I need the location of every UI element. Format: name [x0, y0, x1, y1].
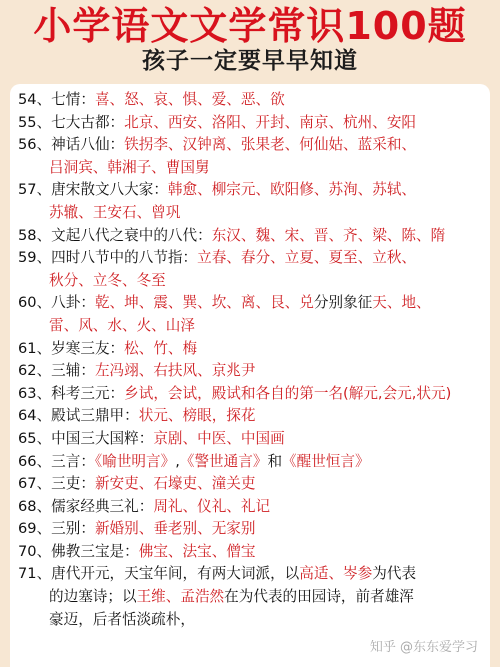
item-line — [10, 383, 490, 406]
item-line — [10, 541, 490, 564]
highlight-text: 乾、坤、震、巽、坎、离、艮、兑 — [94, 294, 314, 312]
plain-text: 66、三言： — [18, 452, 95, 470]
highlight-text: 苏辙、王安石、曾巩 — [49, 203, 181, 221]
item-line — [10, 518, 490, 541]
highlight-text: 周礼、仪礼、礼记 — [153, 497, 271, 515]
highlight-text: 松、竹、梅 — [124, 339, 198, 357]
item-line — [10, 112, 490, 135]
highlight-text: 雷、风、水、火、山泽 — [49, 316, 195, 334]
plain-text: 在为代表的田园诗，前者雄浑 — [224, 588, 414, 606]
item-line — [10, 292, 490, 315]
item-line — [10, 338, 490, 361]
list-item — [10, 518, 490, 541]
highlight-text: 喜、怒、哀、惧、爱、恶、欲 — [94, 91, 285, 108]
highlight-text: 铁拐李、汉钟离、张果老、何仙姑、蓝采和、 — [124, 136, 417, 154]
item-line — [10, 89, 490, 112]
item-continuation-line — [10, 270, 490, 293]
highlight-text: 佛宝、法宝、僧宝 — [138, 542, 256, 560]
header — [0, 0, 500, 84]
plain-text: 62、三辅： — [18, 362, 95, 380]
highlight-text: 东汉、魏、宋、晋、齐、梁、陈、隋 — [211, 226, 446, 244]
list-item — [10, 563, 490, 631]
list-item — [10, 451, 490, 474]
highlight-text: 新安吏、石壕吏、潼关吏 — [94, 475, 256, 493]
plain-text: , — [175, 452, 180, 470]
highlight-text: 天、地、 — [372, 294, 431, 312]
plain-text: 69、三别： — [18, 520, 95, 538]
plain-text: 分别象征 — [313, 294, 373, 312]
highlight-text: 秋分、立冬、冬至 — [49, 271, 166, 289]
item-continuation-line — [10, 315, 490, 338]
plain-text: 63、科考三元： — [18, 384, 125, 402]
plain-text: 68、儒家经典三礼： — [18, 497, 154, 515]
item-line — [10, 473, 490, 496]
knowledge-list — [10, 89, 490, 631]
highlight-text: 吕洞宾、韩湘子、曹国舅 — [49, 158, 210, 176]
plain-text: 为代表 — [372, 565, 417, 583]
item-continuation-line — [10, 202, 490, 225]
highlight-text: 京剧、中医、中国画 — [153, 429, 285, 447]
plain-text: 和 — [267, 452, 283, 470]
list-item — [10, 360, 490, 383]
plain-text: 59、四时八节中的八节指： — [18, 249, 198, 267]
highlight-text: 北京、西安、洛阳、开封、南京、杭州、安阳 — [124, 113, 417, 131]
list-item — [10, 89, 490, 112]
highlight-text: 左冯翊、右扶风、京兆尹 — [94, 362, 256, 380]
highlight-text: 韩愈、柳宗元、欧阳修、苏洵、苏轼、 — [167, 181, 417, 199]
plain-text: 61、岁寒三友： — [18, 339, 125, 357]
plain-text: 70、佛教三宝是： — [18, 542, 139, 560]
item-line — [10, 405, 490, 428]
page-title: 小学语文文学常识100题 — [33, 4, 467, 48]
highlight-text: 《喻世明言》 — [94, 452, 176, 470]
list-item — [10, 541, 490, 564]
item-line — [10, 179, 490, 202]
item-line — [10, 360, 490, 383]
list-item — [10, 134, 490, 179]
item-line — [10, 428, 490, 451]
plain-text: 豪迈，后者恬淡疏朴， — [49, 610, 195, 628]
plain-text: 的边塞诗；以 — [49, 588, 137, 606]
plain-text: 57、唐宋散文八大家： — [18, 181, 168, 199]
list-item — [10, 338, 490, 361]
plain-text: 60、八卦： — [18, 294, 95, 312]
list-item — [10, 247, 490, 292]
list-item — [10, 112, 490, 135]
plain-text: 71、唐代开元，天宝年间，有两大词派，以 — [18, 565, 300, 583]
item-line — [10, 496, 490, 519]
plain-text: 54、七情： — [18, 91, 95, 108]
item-continuation-line — [10, 609, 490, 632]
item-continuation-line — [10, 157, 490, 180]
plain-text: 56、神话八仙： — [18, 136, 125, 154]
list-item — [10, 225, 490, 248]
page-subtitle: 孩子一定要早早知道 — [142, 48, 358, 74]
item-line — [10, 247, 490, 270]
plain-text: 55、七大古都： — [18, 113, 125, 131]
list-item — [10, 179, 490, 224]
highlight-text: 新婚别、垂老别、无家别 — [94, 520, 256, 538]
plain-text: 58、文起八代之衰中的八代： — [18, 226, 212, 244]
list-item — [10, 383, 490, 406]
item-line — [10, 225, 490, 248]
item-line — [10, 451, 490, 474]
content-card — [10, 84, 490, 667]
watermark: 知乎 @东东爱学习 — [369, 640, 478, 655]
plain-text: 65、中国三大国粹： — [18, 429, 154, 447]
list-item — [10, 405, 490, 428]
list-item — [10, 496, 490, 519]
highlight-text: 《醒世恒言》 — [282, 452, 370, 470]
highlight-text: 立春、春分、立夏、夏至、立秋、 — [197, 249, 417, 267]
list-item — [10, 473, 490, 496]
plain-text: 64、殿试三鼎甲： — [18, 407, 139, 425]
item-line — [10, 563, 490, 586]
highlight-text: 《警世通言》 — [179, 452, 268, 470]
highlight-text: 高适、岑参 — [299, 565, 373, 583]
highlight-text: 乡试，会试，殿试和各自的第一名(解元,会元,状元) — [124, 384, 452, 402]
highlight-text: 状元、榜眼，探花 — [138, 407, 256, 425]
plain-text: 67、三吏： — [18, 475, 95, 493]
list-item — [10, 292, 490, 337]
list-item — [10, 428, 490, 451]
highlight-text: 王维、孟浩然 — [136, 588, 225, 606]
item-continuation-line — [10, 586, 490, 609]
item-line — [10, 134, 490, 157]
